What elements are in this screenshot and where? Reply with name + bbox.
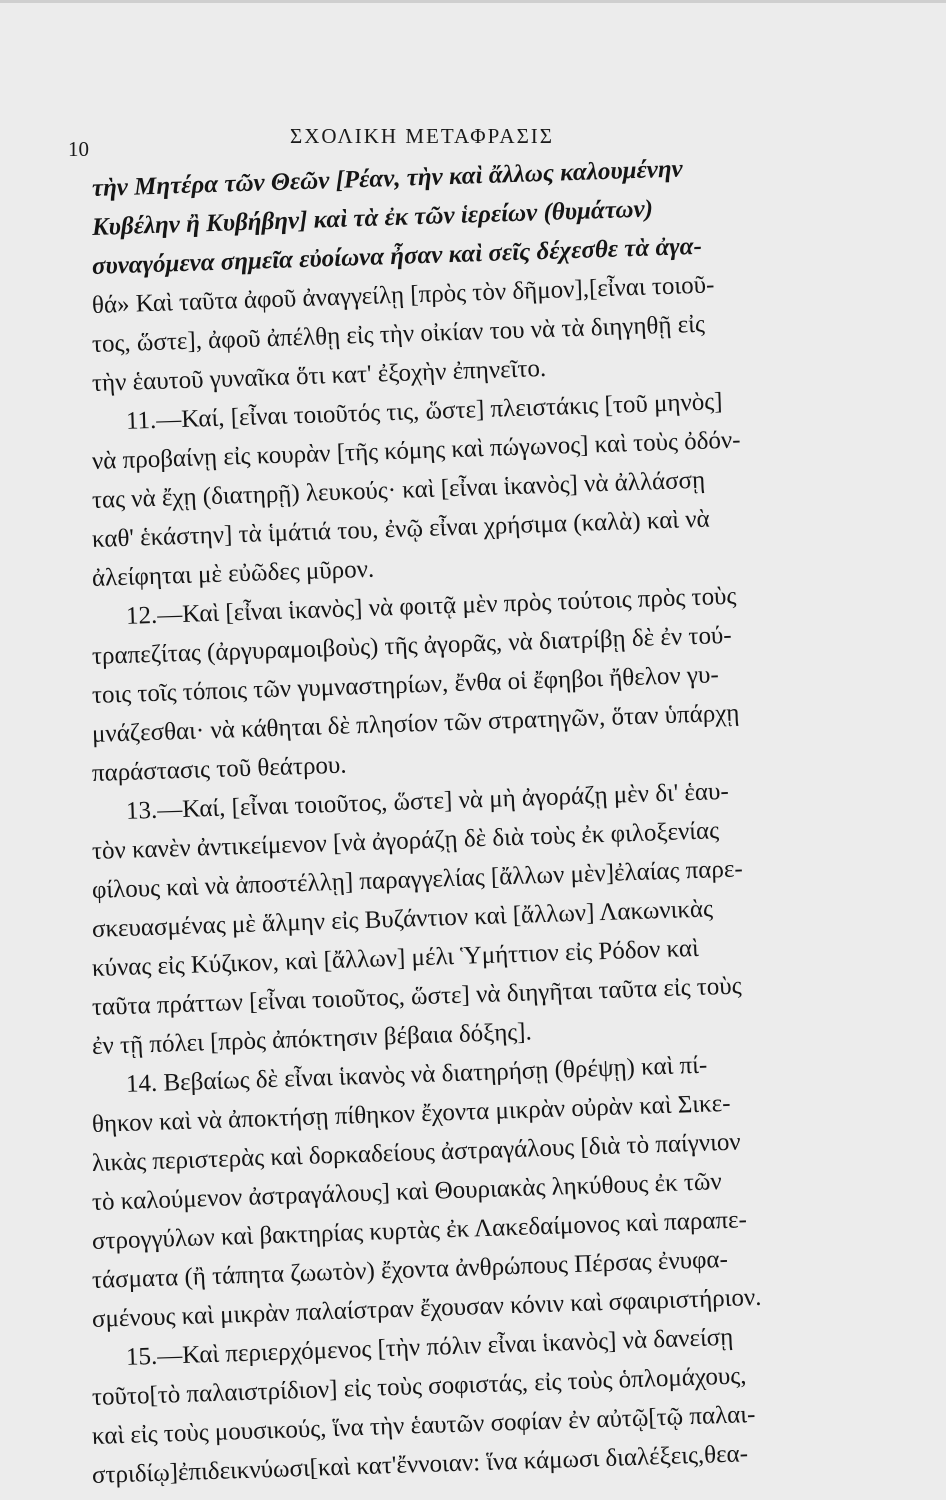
text-line: τὸν κανὲν ἀντικείμενον [νὰ ἀγοράζῃ δὲ διὰ τοὺς ἐκ φιλοξενίας — [91, 817, 720, 865]
text-line: τοις τοῖς τόποις τῶν γυμναστηρίων, ἔνθα οἱ ἔφηβοι ἤθελον γυ- — [91, 661, 720, 709]
text-line: νὰ προβαίνῃ εἰς κουρὰν [τῆς κόμης καὶ πώγωνος] καὶ τοὺς ὀδόν- — [91, 426, 741, 475]
text-line: κύνας εἰς Κύζικον, καὶ [ἄλλων] μέλι Ὑμήττιον εἰς Ρόδον καὶ — [91, 934, 700, 982]
body-text — [91, 155, 862, 1495]
text-line: μνάζεσθαι· νὰ κάθηται δὲ πλησίον τῶν στρατηγῶν, ὅταν ὑπάρχῃ — [91, 699, 740, 748]
text-line: παράστασις τοῦ θεάτρου. — [91, 751, 347, 787]
text-line: ταῦτα πράττων [εἶναι τοιοῦτος, ὥστε] νὰ διηγῆται ταῦτα εἰς τοὺς — [91, 972, 742, 1021]
text-line: 11.—Καί, [εἶναι τοιοῦτός τις, ὥστε] πλειστάκις [τοῦ μηνὸς] — [125, 388, 723, 435]
text-line: θηκον καὶ νὰ ἀποκτήσῃ πίθηκον ἔχοντα μικρὰν οὐρὰν καὶ Σικε- — [91, 1089, 731, 1138]
text-line: τάσματα (ἢ τάπητα ζωωτὸν) ἔχοντα ἀνθρώπους Πέρσας ἐνυφα- — [91, 1245, 729, 1294]
text-line: 12.—Καὶ [εἶναι ἱκανὸς] νὰ φοιτᾷ μὲν πρὸς τούτοις πρὸς τοὺς — [125, 582, 737, 630]
text-line: στρογγύλων καὶ βακτηρίας κυρτὰς ἐκ Λακεδαίμονος καὶ παραπε- — [91, 1206, 748, 1255]
text-line: τας νὰ ἔχῃ (διατηρῇ) λευκούς· καὶ [εἶναι ἱκανὸς] νὰ ἀλλάσσῃ — [91, 466, 706, 514]
text-line: ἀλείφηται μὲ εὐῶδες μῦρον. — [91, 555, 375, 592]
text-line: σμένους καὶ μικρὰν παλαίστραν ἔχουσαν κόνιν καὶ σφαιριστήριον. — [91, 1283, 762, 1333]
text-line: καθ' ἑκάστην] τὰ ἱμάτιά του, ἐνῷ εἶναι χρήσιμα (καλὰ) καὶ νὰ — [91, 505, 711, 553]
text-line: τὸ καλούμενον ἀστραγάλους] καὶ Θουριακὰς ληκύθους ἐκ τῶν — [91, 1168, 723, 1216]
text-line: τραπεζίτας (ἀργυραμοιβοὺς) τῆς ἀγορᾶς, νὰ διατρίβῃ δὲ ἐν τού- — [91, 621, 733, 670]
text-line: Κυβέλην ἢ Κυβήβην] καὶ τὰ ἐκ τῶν ἱερείων (θυμάτων) — [91, 195, 654, 241]
text-line: στριδίῳ]ἐπιδεικνύωσι[καὶ κατ'ἔννοιαν: ἵνα κάμωσι διαλέξεις,θεα- — [91, 1440, 749, 1489]
text-line: καὶ εἰς τοὺς μουσικούς, ἵνα τὴν ἑαυτῶν σοφίαν ἐν αὐτῷ[τῷ παλαι- — [91, 1401, 756, 1450]
text-line: φίλους καὶ νὰ ἀποστέλλῃ] παραγγελίας [ἄλλων μὲν]ἐλαίας παρε- — [91, 855, 744, 904]
text-line: ἐν τῇ πόλει [πρὸς ἀπόκτησιν βέβαια δόξης]. — [91, 1018, 533, 1060]
page-number: 10 — [68, 137, 89, 161]
text-line: τὴν ἑαυτοῦ γυναῖκα ὅτι κατ' ἐξοχὴν ἐπηνεῖτο. — [91, 354, 547, 397]
text-line: τος, ὥστε], ἀφοῦ ἀπέλθῃ εἰς τὴν οἰκίαν του νὰ τὰ διηγηθῇ εἰς — [91, 310, 706, 358]
running-title: ΣΧΟΛΙΚΗ ΜΕΤΑΦΡΑΣΙΣ — [290, 124, 555, 148]
text-line: τοῦτο[τὸ παλαιστρίδιον] εἰς τοὺς σοφιστάς, εἰς τοὺς ὁπλομάχους, — [91, 1362, 747, 1411]
text-line: 15.—Καὶ περιερχόμενος [τὴν πόλιν εἶναι ἱκανὸς] νὰ δανείσῃ — [125, 1323, 734, 1371]
text-line: συναγόμενα σημεῖα εὐοίωνα ἦσαν καὶ σεῖς δέχεσθε τὰ ἀγα- — [91, 232, 703, 280]
text-line: σκευασμένας μὲ ἅλμην εἰς Βυζάντιον καὶ [ἄλλων] Λακωνικὰς — [91, 895, 714, 943]
text-line: τὴν Μητέρα τῶν Θεῶν [Ρέαν, τὴν καὶ ἄλλως καλουμένην — [91, 155, 684, 202]
text-line: 13.—Καί, [εἶναι τοιοῦτος, ὥστε] νὰ μὴ ἀγοράζῃ μὲν δι' ἑαυ- — [125, 777, 730, 825]
text-line: θά» Καὶ ταῦτα ἀφοῦ ἀναγγείλῃ [πρὸς τὸν δῆμον],[εἶναι τοιοῦ- — [91, 271, 715, 319]
text-line: λικὰς περιστερὰς καὶ δορκαδείους ἀστραγάλους [διὰ τὸ παίγνιον — [91, 1128, 742, 1177]
text-line: 14. Βεβαίως δὲ εἶναι ἱκανὸς νὰ διατηρήσῃ (θρέψῃ) καὶ πί- — [125, 1051, 708, 1098]
